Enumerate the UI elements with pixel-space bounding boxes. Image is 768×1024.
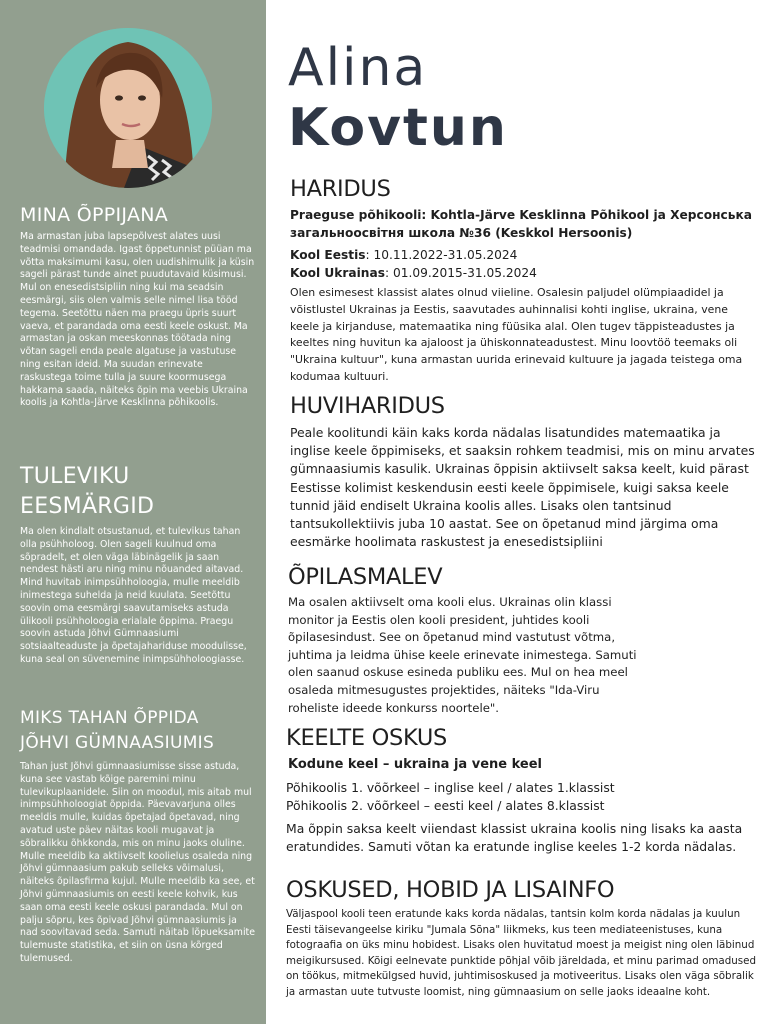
school-estonia-dates: : 10.11.2022-31.05.2024 — [365, 248, 518, 262]
section-text-keelte-oskus: Ma õppin saksa keelt viiendast klassist ukraina koolis ning lisaks ka aasta eratundides. Samuti võtan ka eratunde inglise keeles 1-2 korda nädalas. — [286, 821, 743, 854]
section-title-haridus: HARIDUS — [290, 176, 391, 202]
section-title-mina-oppijana: MINA ÕPPIJANA — [20, 204, 169, 226]
foreign-language-1: Põhikoolis 1. võõrkeel – inglise keel / alates 1.klassist — [286, 780, 615, 795]
section-title-miks-johvi — [20, 706, 214, 756]
sidebar — [0, 0, 266, 1024]
school-estonia — [290, 246, 760, 264]
native-language: Kodune keel – ukraina ja vene keel — [288, 757, 542, 772]
school-estonia-label: Kool Eestis — [290, 248, 366, 262]
title-line: EESMÄRGID — [20, 494, 155, 519]
title-line: JÕHVI GÜMNAASIUMIS — [20, 733, 215, 753]
school-ukraine-label: Kool Ukrainas — [290, 266, 385, 280]
school-name: Praeguse põhikooli: Kohtla-Järve Kesklinna Põhikool ja Херсонська загальноосвітня школа №36 (Keskkol Hersoonis) — [290, 208, 752, 240]
section-title-huviharidus: HUVIHARIDUS — [290, 393, 445, 419]
school-ukraine — [290, 264, 760, 282]
section-text-opilasmalev: Ma osalen aktiivselt oma kooli elus. Ukrainas olin klassi monitor ja Eestis olen kooli president, juhtides kooli õpilasesindust. See on õpetanud mind vastutust võtma, juhtima ja leidma ühise keele erinevate inimestega. Samuti olen saanud oskuse esineda publiku ees. Mul on hea meel osaleda mitmesugustes projektides, näiteks "Ida-Viru roheliste ideede konkurss noortele". — [288, 595, 637, 715]
main-content — [266, 0, 768, 1024]
first-name: Alina — [288, 38, 428, 98]
title-line: MIKS TAHAN ÕPPIDA — [20, 708, 199, 728]
foreign-language-2: Põhikoolis 2. võõrkeel – eesti keel / alates 8.klassist — [286, 798, 605, 813]
section-text-haridus: Olen esimesest klassist alates olnud viieline. Osalesin paljudel olümpiaadidel ja võistlustel Ukrainas ja Eestis, saavutades auhinnalisi kohti inglise, ukraina, vene keele ja kirjanduse, matemaatika ning füüsika alal. Olen tugev täppisteadustes ja keeltes ning huvitun ka ajaloost ja ühiskonnateadustest. Minu loovtöö teemaks oli "Ukraina kultuur", kuna armastan uurida erinevaid kultuure ja jagada teistega oma kodumaa kultuuri. — [290, 286, 743, 383]
profile-photo — [44, 28, 212, 188]
section-text-mina-oppijana: Ma armastan juba lapsepõlvest alates uusi teadmisi omandada. Igast õppetunnist püüan ma võtta maksimumi kasu, olen uudishimulik ja küsin sageli pärast tunde ainet puudutavaid küsimusi. Mul on enesedistsipliin ning kui ma seadsin eesmärgi, siis olen valmis selle nimel lisa tööd tegema. Seetõttu näen ma praegu üpris suurt vaeva, et parandada oma eesti keele oskust. Ma armastan ja oskan meeskonnas töötada ning võtan sageli enda peale algatuse ja vastutuse ning esitan ideid. Ma suudan erinevate raskustega toime tulla ja suure koormusega hakkama saada, näiteks õpin ma veebis Ukraina koolis ja Kohtla-Järve Kesklinna põhikoolis. — [20, 231, 255, 409]
section-title-opilasmalev: ÕPILASMALEV — [288, 564, 443, 590]
profile-photo-icon — [44, 28, 212, 188]
school-ukraine-dates: : 01.09.2015-31.05.2024 — [384, 266, 537, 280]
section-text-huviharidus: Peale koolitundi käin kaks korda nädalas lisatundides matemaatika ja inglise keele õppimiseks, et saaksin rohkem teadmisi, mis on minu arvates gümnaasiumis kasulik. Ukrainas õppisin aktiivselt saksa keelt, kuid pärast Eestisse kolimist keskendusin eesti keele õppimisele, kuigi saksa keele tunnid jäid endiselt Ukraina koolis alles. Lisaks olen tantsinud tantsukollektiivis juba 10 aastat. See on õpetanud mind järgima oma eesmärke hoolimata raskustest ja enesedistsipliini — [290, 425, 755, 550]
section-title-oskused: OSKUSED, HOBID JA LISAINFO — [286, 877, 615, 903]
title-line: TULEVIKU — [20, 464, 130, 489]
section-title-tuleviku-eesmargid — [20, 462, 154, 522]
last-name: Kovtun — [288, 98, 508, 158]
section-title-keelte-oskus: KEELTE OSKUS — [286, 725, 448, 751]
section-text-oskused: Väljaspool kooli teen eratunde kaks korda nädalas, tantsin kolm korda nädalas ja kuulun Eesti täisevangeelse kiriku "Jumala Sõna" liikmeks, kus teen mediateenistuses, kuna fotograafia on üks minu hobidest. Lisaks olen huvitatud moest ja meigist ning olen läbinud meigikursused. Kõigi eelnevate punktide põhjal võib järeldada, et minu parimad omadused on töökus, mitmekülgsed huvid, juhtimisoskused ja motiveeritus. Lisaks olen väga sõbralik ja armastan uute tutvuste loomist, ning gümnaasium on selle jaoks ideaalne koht. — [286, 908, 757, 998]
section-text-miks-johvi: Tahan just Jõhvi gümnaasiumisse sisse astuda, kuna see vastab kõige paremini minu tulevikuplaanidele. Siin on moodul, mis aitab mul inimpsühholoogiat õppida. Päevavarjuna olles meeldis mulle, kuidas õpetajad õpetavad, ning avatud uste päev näitas kooli mugavat ja sõbralikku õhkkonda, mis on minu jaoks oluline. Mulle meeldib ka aktiivselt koolielus osaleda ning Jõhvi gümnaasium pakub selleks võimalusi, näiteks õpilasfirma kujul. Mulle meeldib ka see, et Jõhvi gümnaasiumis on eesti keele kohvik, kus saan oma eesti keele oskusi parandada. Mul on palju sõpru, kes õpivad Jõhvi gümnaasiumis ja nad soovitavad seda. Samuti näitab lõpueksamite tulemuste statistika, et siin on üsna kõrged tulemused. — [20, 761, 255, 964]
section-text-tuleviku-eesmargid: Ma olen kindlalt otsustanud, et tulevikus tahan olla psühholoog. Olen sageli kuulnud oma sõpradelt, et olen väga läbinägelik ja saan nendest hästi aru ning minu nõuanded aitavad. Mind huvitab inimpsühholoogia, mulle meeldib inimestega suhelda ja neid kuulata. Seetõttu soovin oma eesmärgi saavutamiseks astuda ülikooli psühholoogia erialale õppima. Praegu soovin astuda Jõhvi Gümnaasiumi sotsiaalteaduste ja õpetajahariduse moodulisse, kuna seal on süvenemine inimpsühholoogiasse. — [20, 526, 247, 665]
